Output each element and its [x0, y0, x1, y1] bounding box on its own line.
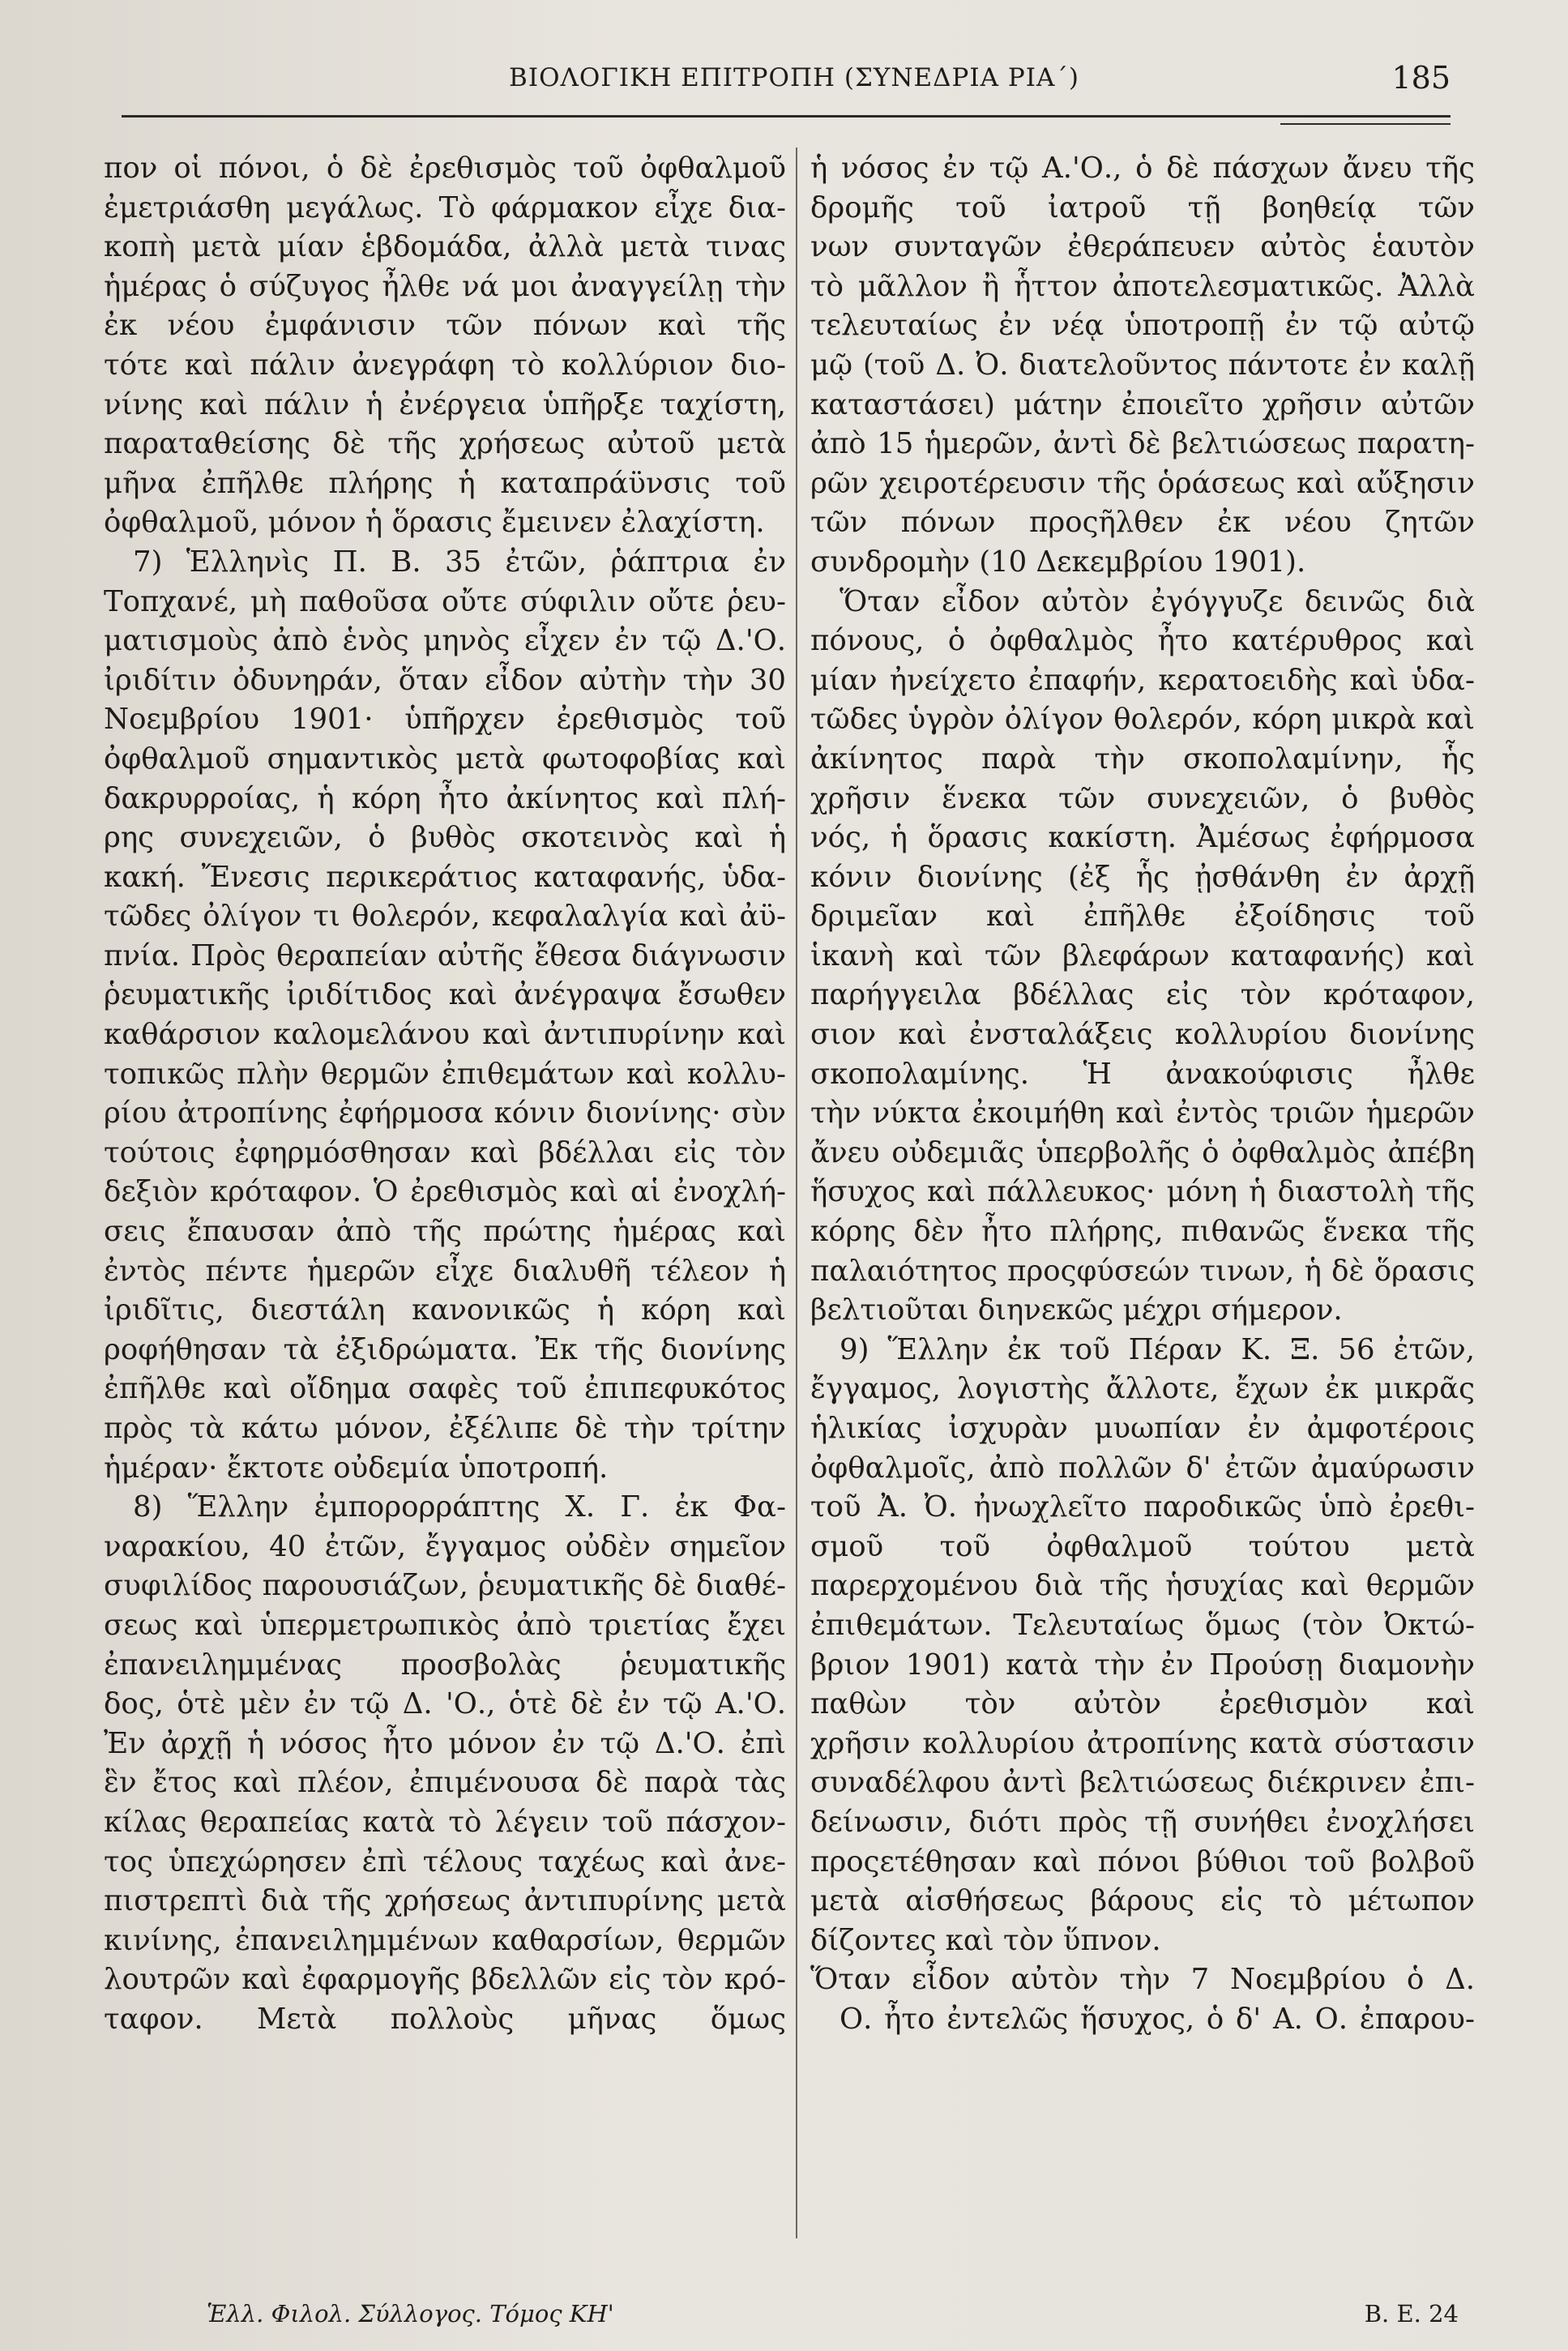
- text-line: ταφον. Μετὰ πολλοὺς μῆνας ὅμως: [104, 2002, 786, 2036]
- text-line: ροφήθησαν τὰ ἐξιδρώματα. Ἐκ τῆς διονίνης: [104, 1332, 786, 1366]
- text-line: ματισμοὺς ἀπὸ ἑνὸς μηνὸς εἶχεν ἐν τῷ Δ.'Ο.: [104, 624, 786, 658]
- column-divider: [796, 147, 797, 2238]
- text-line: λουτρῶν καὶ ἐφαρμογῆς βδελλῶν εἰς τὸν κρό-: [104, 1963, 786, 1997]
- text-line: Ο. ἦτο ἐντελῶς ἥσυχος, ὁ δ' Α. Ο. ἐπαρου-: [840, 2002, 1475, 2036]
- header-rule: [122, 115, 1451, 118]
- text-line: τοῦ Ἀ. Ὀ. ἠνωχλεῖτο παροδικῶς ὑπὸ ἐρεθι-: [810, 1490, 1475, 1524]
- text-line: ὀφθαλμοῖς, ἀπὸ πολλῶν δ' ἐτῶν ἀμαύρωσιν: [810, 1451, 1475, 1485]
- text-line: Ὅταν εἶδον αὐτὸν τὴν 7 Νοεμβρίου ὁ Δ.: [810, 1963, 1475, 1997]
- text-line: παρερχομένου διὰ τῆς ἡσυχίας καὶ θερμῶν: [810, 1569, 1475, 1603]
- text-line: ναρακίου, 40 ἐτῶν, ἔγγαμος οὐδὲν σημεῖον: [104, 1529, 786, 1563]
- text-line: Τοπχανέ, μὴ παθοῦσα οὔτε σύφιλιν οὔτε ῥευ-: [104, 584, 786, 618]
- text-line: ὀφθαλμοῦ, μόνον ἡ ὅρασις ἔμεινεν ἐλαχίστη.: [104, 506, 765, 540]
- text-line: τῶδες ὑγρὸν ὀλίγον θολερόν, κόρη μικρὰ καὶ: [810, 703, 1475, 737]
- text-line: κινίνης, ἐπανειλημμένων καθαρσίων, θερμῶν: [104, 1923, 786, 1957]
- text-line: καθάρσιον καλομελάνου καὶ ἀντιπυρίνην καὶ: [104, 1018, 786, 1052]
- text-line: νίνης καὶ πάλιν ἡ ἐνέργεια ὑπῆρξε ταχίστη,: [104, 387, 786, 421]
- footer-signature: Ἑλλ. Φιλολ. Σύλλογος. Τόμος ΚΗ': [207, 2300, 614, 2327]
- text-line: καταστάσει) μάτην ἐποιεῖτο χρῆσιν αὐτῶν: [810, 387, 1475, 421]
- text-line: ῥευματικῆς ἰριδίτιδος καὶ ἀνέγραψα ἔσωθεν: [104, 978, 786, 1012]
- text-line: τοπικῶς πλὴν θερμῶν ἐπιθεμάτων καὶ κολλυ-: [104, 1057, 786, 1091]
- text-line: κόρης δὲν ἦτο πλήρης, πιθανῶς ἕνεκα τῆς: [810, 1215, 1475, 1249]
- text-line: δος, ὁτὲ μὲν ἐν τῷ Δ. 'Ο., ὁτὲ δὲ ἐν τῷ Α.'Ο.: [104, 1687, 786, 1721]
- text-line: δακρυρροίας, ἡ κόρη ἦτο ἀκίνητος καὶ πλή-: [104, 781, 786, 815]
- text-line: τὸ μᾶλλον ἢ ἧττον ἀποτελεσματικῶς. Ἀλλὰ: [810, 269, 1475, 303]
- text-line: δριμεῖαν καὶ ἐπῆλθε ἐξοίδησις τοῦ: [810, 900, 1475, 934]
- text-line: σεως καὶ ὑπερμετρωπικὸς ἀπὸ τριετίας ἔχει: [104, 1608, 786, 1642]
- text-line: παρήγγειλα βδέλλας εἰς τὸν κρόταφον,: [810, 978, 1475, 1012]
- text-line: παλαιότητος προςφύσεών τινων, ἡ δὲ ὅρασις: [810, 1254, 1475, 1288]
- header-rule-secondary: [1280, 123, 1451, 125]
- text-line: δείνωσιν, διότι πρὸς τῇ συνήθει ἐνοχλήσει: [810, 1805, 1475, 1839]
- right-column: [810, 149, 1475, 2040]
- text-line: Νοεμβρίου 1901· ὑπῆρχεν ἐρεθισμὸς τοῦ: [104, 703, 786, 737]
- text-line: πρὸς τὰ κάτω μόνον, ἐξέλιπε δὲ τὴν τρίτην: [104, 1412, 786, 1445]
- text-line: κοπὴ μετὰ μίαν ἑβδομάδα, ἀλλὰ μετὰ τινας: [104, 230, 786, 264]
- text-line: κακή. Ἔνεσις περικεράτιος καταφανής, ὑδα-: [104, 860, 786, 894]
- text-line: κόνιν διονίνης (ἐξ ἧς ᾐσθάνθη ἐν ἀρχῇ: [810, 860, 1475, 894]
- text-line: Ἐν ἀρχῇ ἡ νόσος ἦτο μόνον ἐν τῷ Δ.'Ο. ἐπὶ: [104, 1726, 786, 1760]
- text-line: τῶδες ὀλίγον τι θολερόν, κεφαλαλγία καὶ ἀϋ-: [104, 900, 786, 934]
- text-line: ἡλικίας ἰσχυρὰν μυωπίαν ἐν ἀμφοτέροις: [810, 1412, 1475, 1445]
- text-line: μίαν ἠνείχετο ἐπαφήν, κερατοειδὴς καὶ ὑδα-: [810, 663, 1475, 697]
- text-line: δεξιὸν κρόταφον. Ὁ ἐρεθισμὸς καὶ αἱ ἐνοχλή-: [104, 1175, 786, 1209]
- text-line: προςετέθησαν καὶ πόνοι βύθιοι τοῦ βολβοῦ: [810, 1844, 1475, 1879]
- footer-sheet-mark: Β. Ε. 24: [1364, 2300, 1459, 2327]
- text-line: ἐντὸς πέντε ἡμερῶν εἶχε διαλυθῆ τέλεον ἡ: [104, 1254, 786, 1288]
- text-line: πον οἱ πόνοι, ὁ δὲ ἐρεθισμὸς τοῦ ὀφθαλμοῦ: [104, 152, 786, 185]
- text-line: ρῶν χειροτέρευσιν τῆς ὁράσεως καὶ αὔξησιν: [810, 466, 1475, 500]
- page-number: 185: [1391, 60, 1451, 96]
- text-line: τελευταίως ἐν νέᾳ ὑποτροπῇ ἐν τῷ αὐτῷ: [810, 309, 1475, 343]
- text-line: ἥσυχος καὶ πάλλευκος· μόνη ἡ διαστολὴ τῆς: [810, 1175, 1475, 1209]
- text-line: τος ὑπεχώρησεν ἐπὶ τέλους ταχέως καὶ ἀνε-: [104, 1844, 786, 1879]
- text-line: ἐπιθεμάτων. Τελευταίως ὅμως (τὸν Ὀκτώ-: [810, 1608, 1475, 1642]
- text-line: ἔγγαμος, λογιστὴς ἄλλοτε, ἔχων ἐκ μικρᾶς: [810, 1372, 1475, 1406]
- text-line: πνία. Πρὸς θεραπείαν αὐτῆς ἔθεσα διάγνωσιν: [104, 938, 786, 972]
- text-line: 9) Ἕλλην ἐκ τοῦ Πέραν Κ. Ξ. 56 ἐτῶν,: [840, 1332, 1475, 1366]
- text-line: συνδρομὴν (10 Δεκεμβρίου 1901).: [810, 545, 1306, 579]
- text-line: ἰριδίτιν ὀδυνηράν, ὅταν εἶδον αὐτὴν τὴν 30: [104, 663, 786, 697]
- text-line: ἓν ἔτος καὶ πλέον, ἐπιμένουσα δὲ παρὰ τὰς: [104, 1766, 786, 1800]
- text-line: σκοπολαμίνης. Ἡ ἀνακούφισις ἦλθε: [810, 1057, 1475, 1091]
- text-line: ἐκ νέου ἐμφάνισιν τῶν πόνων καὶ τῆς: [104, 309, 786, 343]
- text-line: ρίου ἀτροπίνης ἐφήρμοσα κόνιν διονίνης· σὺν: [104, 1096, 786, 1131]
- text-line: ἰριδῖτις, διεστάλη κανονικῶς ἡ κόρη καὶ: [104, 1293, 786, 1327]
- text-line: βελτιοῦται διηνεκῶς μέχρι σήμερον.: [810, 1293, 1343, 1327]
- text-line: 8) Ἕλλην ἐμπορορράπτης Χ. Γ. ἐκ Φα-: [133, 1490, 786, 1524]
- text-line: τότε καὶ πάλιν ἀνεγράφη τὸ κολλύριον διο-: [104, 348, 786, 382]
- text-line: ἱκανὴ καὶ τῶν βλεφάρων καταφανής) καὶ: [810, 938, 1475, 972]
- text-line: τὴν νύκτα ἐκοιμήθη καὶ ἐντὸς τριῶν ἡμερῶν: [810, 1096, 1475, 1131]
- text-line: ἡμέραν· ἔκτοτε οὐδεμία ὑποτροπή.: [104, 1451, 609, 1485]
- text-line: δρομῆς τοῦ ἰατροῦ τῇ βοηθείᾳ τῶν: [810, 190, 1475, 224]
- text-line: βριον 1901) κατὰ τὴν ἐν Προύσῃ διαμονὴν: [810, 1648, 1475, 1682]
- text-line: ἄνευ οὐδεμιᾶς ὑπερβολῆς ὁ ὀφθαλμὸς ἀπέβη: [810, 1135, 1475, 1169]
- left-column: [104, 149, 786, 2040]
- text-line: ρης συνεχειῶν, ὁ βυθὸς σκοτεινὸς καὶ ἡ: [104, 821, 786, 855]
- text-line: σεις ἔπαυσαν ἀπὸ τῆς πρώτης ἡμέρας καὶ: [104, 1215, 786, 1249]
- text-line: τούτοις ἐφηρμόσθησαν καὶ βδέλλαι εἰς τὸν: [104, 1135, 786, 1169]
- text-line: χρῆσιν κολλυρίου ἀτροπίνης κατὰ σύστασιν: [810, 1726, 1475, 1760]
- text-line: ἡ νόσος ἐν τῷ Α.'Ο., ὁ δὲ πάσχων ἄνευ τῆς: [810, 152, 1475, 185]
- text-line: συφιλίδος παρουσιάζων, ῥευματικῆς δὲ διαθέ-: [104, 1569, 786, 1603]
- text-line: πόνους, ὁ ὀφθαλμὸς ἦτο κατέρυθρος καὶ: [810, 624, 1475, 658]
- text-line: σμοῦ τοῦ ὀφθαλμοῦ τούτου μετὰ: [810, 1529, 1475, 1563]
- text-line: μῆνα ἐπῆλθε πλήρης ἡ καταπράϋνσις τοῦ: [104, 466, 786, 500]
- text-line: ἐμετριάσθη μεγάλως. Τὸ φάρμακον εἶχε δια-: [104, 190, 786, 224]
- text-line: σιον καὶ ἐνσταλάξεις κολλυρίου διονίνης: [810, 1018, 1475, 1052]
- text-line: δίζοντες καὶ τὸν ὕπνον.: [810, 1923, 1161, 1957]
- text-line: παραταθείσης δὲ τῆς χρήσεως αὐτοῦ μετὰ: [104, 427, 786, 461]
- running-head: ΒΙΟΛΟΓΙΚΗ ΕΠΙΤΡΟΠΗ (ΣΥΝΕΔΡΙΑ ΡΙΑ΄): [509, 63, 1079, 92]
- text-line: κίλας θεραπείας κατὰ τὸ λέγειν τοῦ πάσχον-: [104, 1805, 786, 1839]
- text-line: μετὰ αἰσθήσεως βάρους εἰς τὸ μέτωπον: [810, 1884, 1475, 1918]
- text-line: μῷ (τοῦ Δ. Ὀ. διατελοῦντος πάντοτε ἐν καλῇ: [810, 348, 1475, 382]
- text-line: νός, ἡ ὅρασις κακίστη. Ἀμέσως ἐφήρμοσα: [810, 821, 1475, 855]
- text-line: ἡμέρας ὁ σύζυγος ἦλθε νά μοι ἀναγγείλῃ τὴν: [104, 269, 786, 303]
- text-line: ἀκίνητος παρὰ τὴν σκοπολαμίνην, ἧς: [810, 742, 1475, 776]
- text-line: ὀφθαλμοῦ σημαντικὸς μετὰ φωτοφοβίας καὶ: [104, 742, 786, 776]
- text-line: παθὼν τὸν αὐτὸν ἐρεθισμὸν καὶ: [810, 1687, 1475, 1721]
- text-line: ἀπὸ 15 ἡμερῶν, ἀντὶ δὲ βελτιώσεως παρατη-: [810, 427, 1475, 461]
- text-line: 7) Ἑλληνὶς Π. Β. 35 ἐτῶν, ῥάπτρια ἐν: [133, 545, 786, 579]
- text-line: νων συνταγῶν ἐθεράπευεν αὐτὸς ἑαυτὸν: [810, 230, 1475, 264]
- text-line: πιστρεπτὶ διὰ τῆς χρήσεως ἀντιπυρίνης μετὰ: [104, 1884, 786, 1918]
- text-line: συναδέλφου ἀντὶ βελτιώσεως διέκρινεν ἐπι-: [810, 1766, 1475, 1800]
- text-line: τῶν πόνων προςῆλθεν ἐκ νέου ζητῶν: [810, 506, 1475, 540]
- text-line: ἐπανειλημμένας προσβολὰς ῥευματικῆς: [104, 1648, 786, 1682]
- text-line: χρῆσιν ἕνεκα τῶν συνεχειῶν, ὁ βυθὸς: [810, 781, 1475, 815]
- text-line: Ὅταν εἶδον αὐτὸν ἐγόγγυζε δεινῶς διὰ: [840, 584, 1475, 618]
- text-line: ἐπῆλθε καὶ οἴδημα σαφὲς τοῦ ἐπιπεφυκότος: [104, 1372, 786, 1406]
